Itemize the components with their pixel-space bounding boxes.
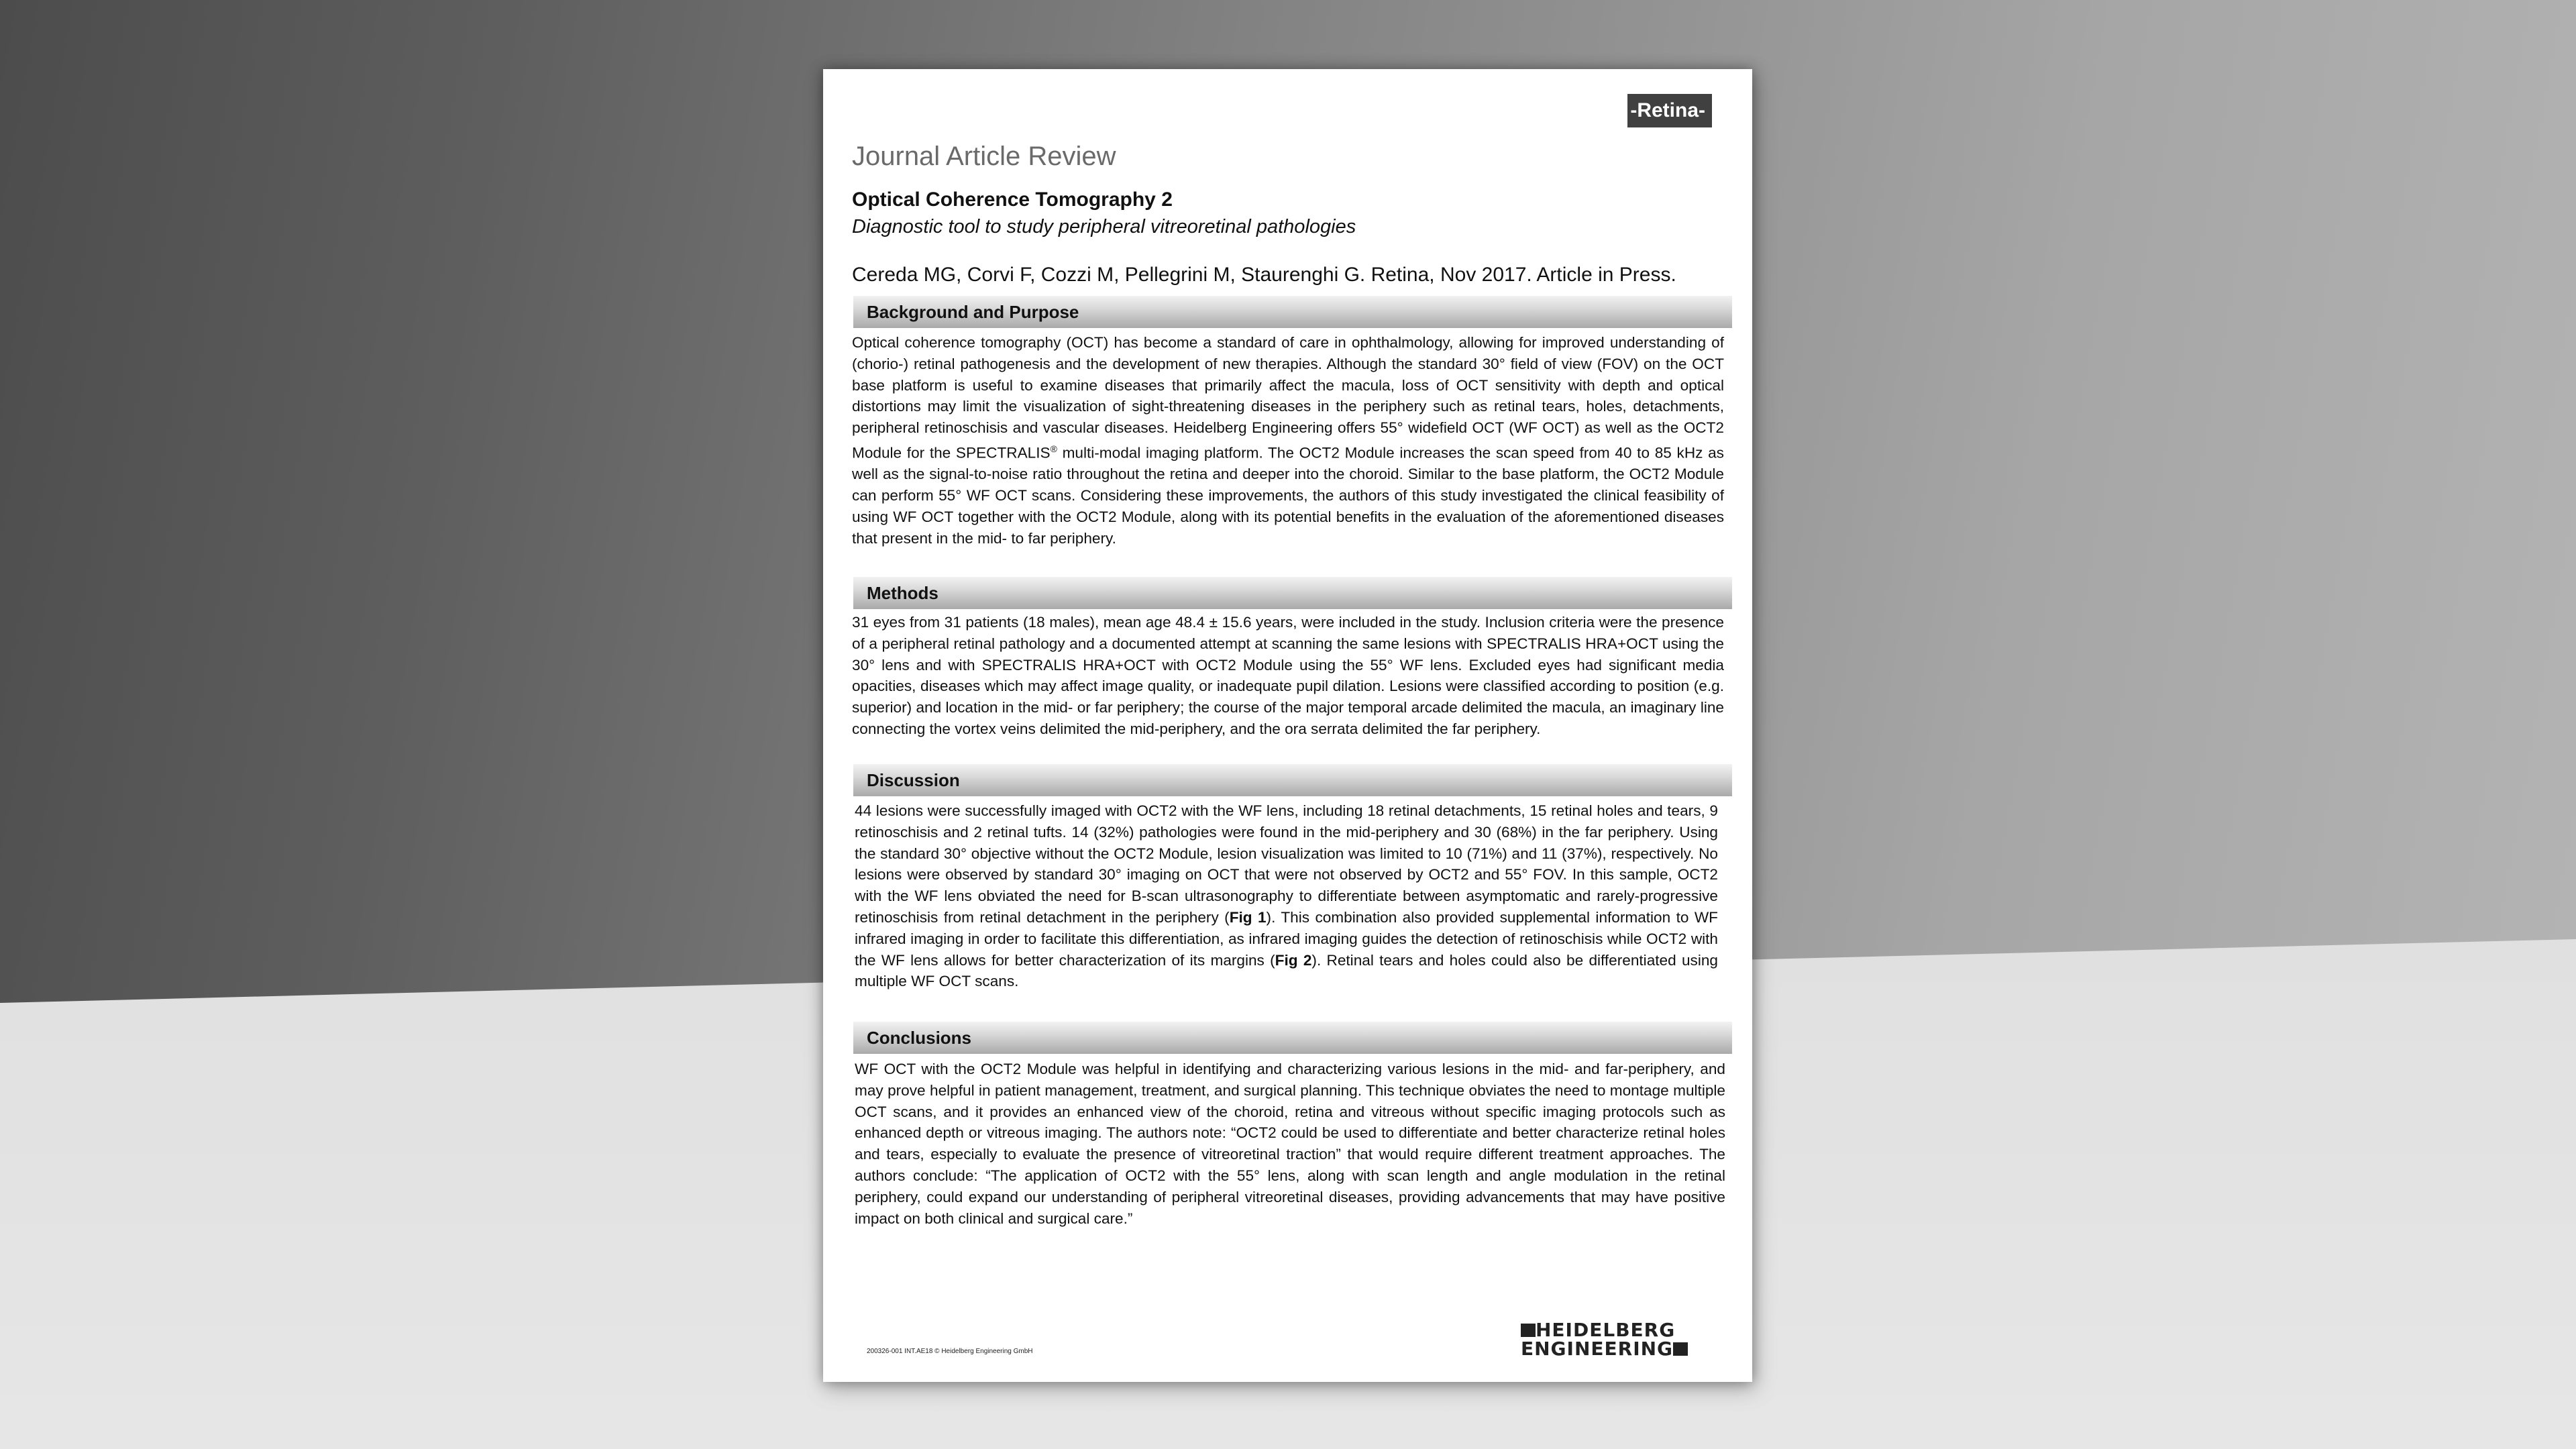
discussion-text-part1: 44 lesions were successfully imaged with OCT2 with the WF lens, including 18 retinal detachments, 15 retinal holes and tears, 9 retinoschisis and 2 retinal tufts. 14 (32%) pathologies were found in the mid-periphery and 30 (68%) in the far periphery. Using the standard 30° objective without the OCT2 Module, lesion visualization was limited to 10 (71%) and 11 (37%), respectively. No lesions were observed by standard 30° imaging on OCT that were not observed by OCT2 and 55° FOV. In this sample, OCT2 with the WF lens obviated the need for B-scan ultrasonography to differentiate between asymptomatic and rarely-progressive retinoschisis from retinal detachment in the periphery ( xyxy=(855,802,1718,926)
discussion-text-part3: ). Retinal tears and holes could also be differentiated using multiple WF OCT scans. xyxy=(855,951,1718,990)
document-page xyxy=(823,69,1752,1382)
section-body-background xyxy=(852,332,1724,549)
figure-reference-2: Fig 2 xyxy=(1275,951,1312,969)
section-body-discussion xyxy=(855,800,1718,992)
logo-text-line2: ENGINEERING xyxy=(1521,1338,1674,1360)
section-body-conclusions: WF OCT with the OCT2 Module was helpful in identifying and characterizing various lesions in the mid- and far-periphery, and may prove helpful in patient management, treatment, and surgical planning. This technique obviates the need to montage multiple OCT scans, and it provides an enhanced view of the choroid, retina and vitreous without specific imaging protocols such as enhanced depth or vitreous imaging. The authors note: “OCT2 could be used to differentiate and better characterize retinal holes and tears, especially to evaluate the presence of vitreoretinal traction” that would require different treatment approaches. The authors conclude: “The application of OCT2 with the 55° lens, along with scan length and angle modulation in the retinal periphery, could expand our understanding of peripheral vitreoretinal diseases, providing advancements that may have positive impact on both clinical and surgical care.” xyxy=(855,1061,1725,1227)
background-text-part2: multi-modal imaging platform. The OCT2 Module increases the scan speed from 40 to 85 kHz as well as the signal-to-noise ratio throughout the retina and deeper into the choroid. Similar to the base platform, the OCT2 Module can perform 55° WF OCT scans. Considering these improvements, the authors of this study investigated the clinical feasibility of using WF OCT together with the OCT2 Module, along with its potential benefits in the evaluation of the aforementioned diseases that present in the mid- to far periphery. xyxy=(852,444,1724,547)
review-title: Journal Article Review xyxy=(852,142,1116,171)
document-code: 200326-001 INT.AE18 © Heidelberg Engineering GmbH xyxy=(867,1348,1033,1355)
article-subtitle: Diagnostic tool to study peripheral vitreoretinal pathologies xyxy=(852,216,1356,237)
background-text-part1: Optical coherence tomography (OCT) has become a standard of care in ophthalmology, allowing for improved understanding of (chorio-) retinal pathogenesis and the development of new therapies. Although the standard 30° field of view (FOV) on the OCT base platform is useful to examine diseases that primarily affect the macula, loss of OCT sensitivity with depth and optical distortions may limit the visualization of sight-threatening diseases in the periphery such as retinal tears, holes, detachments, peripheral retinoschisis and vascular diseases. Heidelberg Engineering offers 55° widefield OCT (WF OCT) as well as the OCT2 Module for the SPECTRALIS xyxy=(852,334,1724,462)
logo-text-line1: HEIDELBERG xyxy=(1536,1319,1676,1341)
section-heading-background: Background and Purpose xyxy=(853,296,1732,328)
registered-mark: ® xyxy=(1050,443,1057,454)
section-heading-discussion: Discussion xyxy=(853,764,1732,796)
logo-block-icon xyxy=(1521,1324,1536,1337)
section-heading-methods: Methods xyxy=(853,577,1732,609)
citation: Cereda MG, Corvi F, Cozzi M, Pellegrini M, Staurenghi G. Retina, Nov 2017. Article in Press. xyxy=(852,264,1676,286)
category-tag: - Retina - xyxy=(1627,94,1712,127)
discussion-text-part2: ). This combination also provided supplemental information to WF infrared imaging in order to facilitate this differentiation, as infrared imaging guides the detection of retinoschisis while OCT2 with the WF lens allows for better characterization of its margins ( xyxy=(855,908,1718,969)
logo-block-icon xyxy=(1673,1342,1688,1356)
article-title: Optical Coherence Tomography 2 xyxy=(852,189,1173,211)
figure-reference-1: Fig 1 xyxy=(1229,908,1267,926)
section-heading-conclusions: Conclusions xyxy=(853,1022,1732,1054)
section-body-methods: 31 eyes from 31 patients (18 males), mean age 48.4 ± 15.6 years, were included in the study. Inclusion criteria were the presence of a peripheral retinal pathology and a documented attempt at scanning the same lesions with SPECTRALIS HRA+OCT using the 30° lens and with SPECTRALIS HRA+OCT with OCT2 Module using the 55° WF lens. Excluded eyes had significant media opacities, diseases which may affect image quality, or inadequate pupil dilation. Lesions were classified according to position (e.g. superior) and location in the mid- or far periphery; the course of the major temporal arcade delimited the macula, an imaginary line connecting the vortex veins delimited the mid-periphery, and the ora serrata delimited the far periphery. xyxy=(852,614,1724,737)
heidelberg-engineering-logo xyxy=(1521,1321,1705,1358)
